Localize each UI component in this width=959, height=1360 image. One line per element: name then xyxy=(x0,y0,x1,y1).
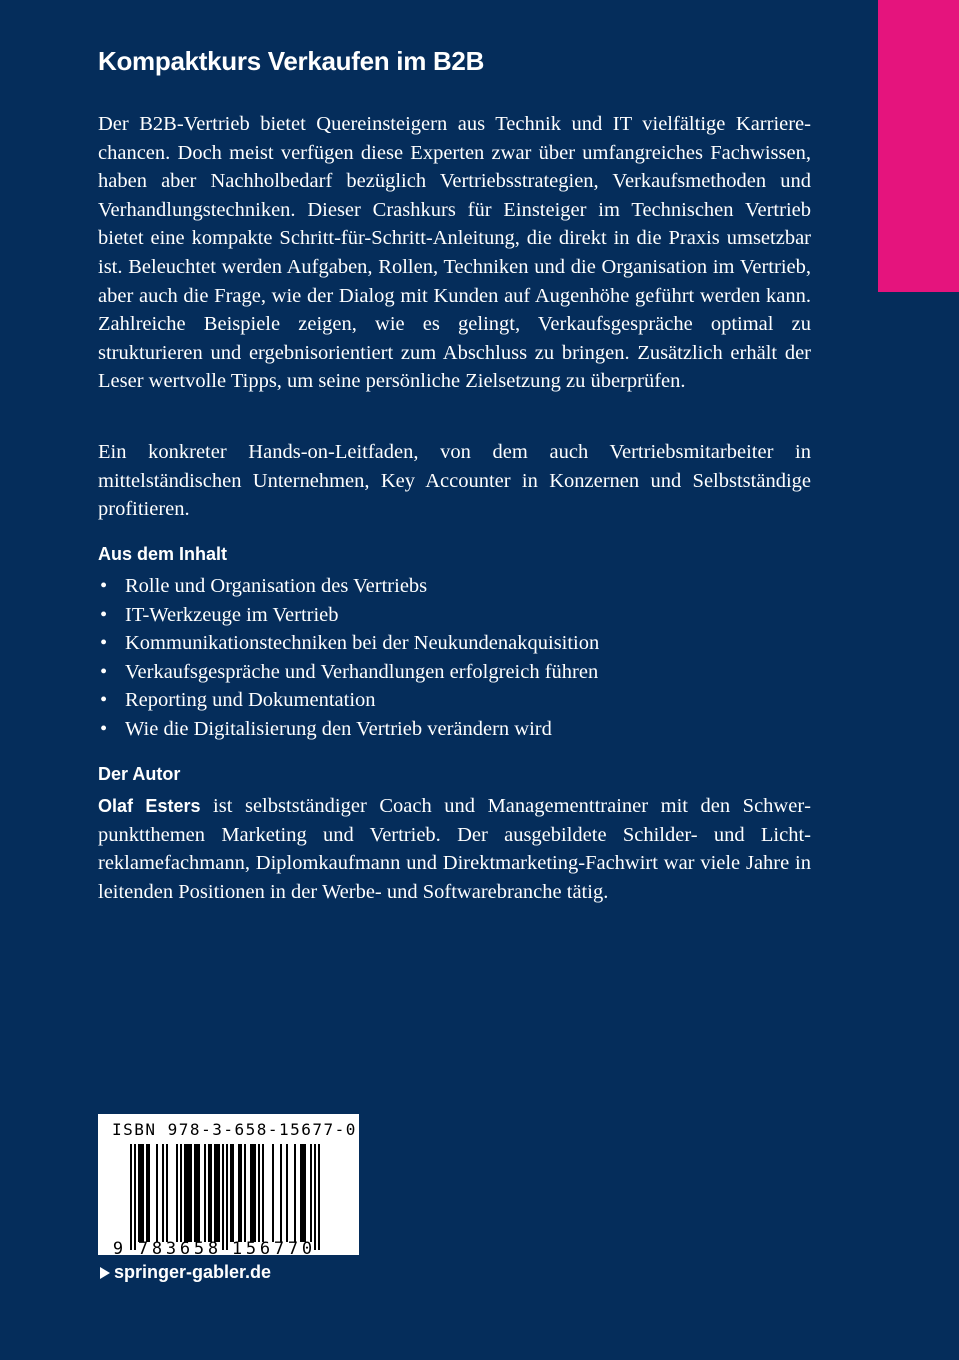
list-item xyxy=(98,601,599,630)
barcode-digit: 5 xyxy=(193,1239,205,1255)
author-name: Olaf Esters xyxy=(98,796,201,816)
barcode-bar xyxy=(134,1144,136,1250)
barcode-bar xyxy=(222,1144,224,1250)
barcode-bar xyxy=(240,1144,242,1242)
barcode-bar xyxy=(176,1144,178,1242)
barcode-bar xyxy=(304,1144,306,1242)
book-title: Kompaktkurs Verkaufen im B2B xyxy=(98,46,485,76)
barcode-digit: 9 xyxy=(112,1239,124,1255)
bullet-icon: • xyxy=(100,689,108,712)
barcode-digit: 7 xyxy=(273,1239,285,1255)
accent-tab xyxy=(878,0,959,292)
bullet-icon: • xyxy=(100,603,108,626)
barcode-bar xyxy=(156,1144,158,1242)
arrow-right-icon xyxy=(100,1267,110,1279)
barcode-digit: 8 xyxy=(151,1239,163,1255)
barcode-bar xyxy=(196,1144,198,1242)
list-item xyxy=(98,658,599,687)
barcode-bar xyxy=(238,1144,240,1242)
barcode-bar xyxy=(286,1144,288,1242)
list-item-label: Wie die Digitalisierung den Vertrieb verändern wird xyxy=(125,717,552,740)
barcode-bar xyxy=(146,1144,148,1242)
barcode-digit: 6 xyxy=(259,1239,271,1255)
list-item-label: Kommunikationstechniken bei der Neukundenakquisition xyxy=(125,632,600,655)
barcode-bar xyxy=(254,1144,256,1242)
list-item xyxy=(98,629,599,658)
barcode-bar xyxy=(272,1144,274,1242)
handson-paragraph: Ein konkreter Hands-on-Leitfaden, von dem auch Vertriebsmitarbeiter in mittelständischen Unternehmen, Key Accounter in Konzernen und Selbstständige profitieren. xyxy=(98,441,811,521)
barcode-bar xyxy=(208,1144,210,1242)
barcode-bar xyxy=(188,1144,190,1242)
barcode-bar xyxy=(142,1144,144,1242)
author-paragraph xyxy=(98,792,811,906)
barcode-bar xyxy=(210,1144,212,1242)
barcode-bar xyxy=(250,1144,252,1242)
barcode-bar xyxy=(166,1144,168,1242)
barcode-bar xyxy=(252,1144,254,1242)
barcode-bar xyxy=(262,1144,264,1242)
barcode-digit: 7 xyxy=(287,1239,299,1255)
barcode-bar xyxy=(300,1144,302,1242)
barcode-bar xyxy=(280,1144,282,1242)
list-item-label: Verkaufsgespräche und Verhandlungen erfolgreich führen xyxy=(125,660,599,683)
barcode-bar xyxy=(140,1144,142,1242)
barcode-bar xyxy=(180,1144,182,1242)
barcode-digit: 8 xyxy=(207,1239,219,1255)
barcode-bar xyxy=(244,1144,246,1242)
barcode-bar xyxy=(258,1144,260,1242)
barcode-bar xyxy=(184,1144,186,1242)
barcode-bar xyxy=(310,1144,312,1242)
isbn-label: ISBN 978-3-658-15677-0 xyxy=(112,1120,357,1139)
barcode-bar xyxy=(148,1144,150,1242)
barcode-bar xyxy=(194,1144,196,1242)
barcode-bar xyxy=(204,1144,206,1242)
barcode-digit: 7 xyxy=(137,1239,149,1255)
bullet-icon: • xyxy=(100,660,108,683)
list-item xyxy=(98,572,599,601)
barcode-bar xyxy=(302,1144,304,1242)
barcode-bar xyxy=(218,1144,220,1242)
list-item-label: Reporting und Dokumentation xyxy=(125,689,376,712)
list-item-label: Rolle und Organisation des Vertriebs xyxy=(125,575,428,597)
barcode-bar xyxy=(138,1144,140,1242)
publisher-url[interactable] xyxy=(100,1262,271,1283)
barcode-bar xyxy=(186,1144,188,1242)
barcode-bar xyxy=(232,1144,234,1242)
author-heading: Der Autor xyxy=(98,764,181,784)
barcode-digit: 5 xyxy=(245,1239,257,1255)
isbn-barcode xyxy=(98,1114,359,1255)
author-bio: ist selbstständiger Coach und Managementtrainer mit den Schwerpunktthemen Marketing und Vertrieb. Der ausgebildete Schilder- und Lichtreklamefachmann, Diplomkaufmann und Direktmarketing-Fachwirt war viele Jahre in leitenden Positionen in der Werbe- und Softwarebranche tätig. xyxy=(98,795,811,903)
barcode-bar xyxy=(162,1144,164,1242)
barcode-bar xyxy=(314,1144,316,1250)
barcode-bar xyxy=(190,1144,192,1242)
barcode-bar xyxy=(318,1144,320,1250)
url-text: springer-gabler.de xyxy=(114,1262,272,1282)
barcode-bar xyxy=(230,1144,232,1242)
barcode-bar xyxy=(294,1144,296,1242)
list-item xyxy=(98,715,599,744)
bullet-icon: • xyxy=(100,717,108,740)
intro-paragraph: Der B2B-Vertrieb bietet Quereinsteigern aus Technik und IT vielfältige Karrierechancen. Doch meist verfügen diese Experten zwar über umfangreiches Fachwissen, haben aber Nachholbedarf bezüglich Vertriebsstrategien, Verkaufsmethoden und Verhandlungstechniken. Dieser Crashkurs für Einsteiger im Technischen Vertrieb bietet eine kompakte Schritt-für-Schritt-Anleitung, die direkt in die Praxis umsetzbar ist. Beleuchtet werden Aufgaben, Rollen, Techniken und die Organisation im Vertrieb, aber auch die Frage, wie der Dialog mit Kunden auf Augenhöhe geführt werden kann. Zahlreiche Beispiele zeigen, wie es gelingt, Verkaufsgespräche optimal zu strukturieren und ergebnisorientiert zum Abschluss zu bringen. Zusätzlich erhält der Leser wertvolle Tipps, um seine persönliche Zielsetzung zu überprüfen. xyxy=(98,113,811,393)
barcode-graphic xyxy=(98,1114,359,1255)
barcode-digit: 1 xyxy=(231,1239,243,1255)
barcode-bar xyxy=(216,1144,218,1242)
contents-list xyxy=(98,572,599,744)
bullet-icon: • xyxy=(100,632,108,655)
barcode-bar xyxy=(130,1144,132,1250)
barcode-bar xyxy=(198,1144,200,1242)
list-item xyxy=(98,686,599,715)
list-item-label: IT-Werkzeuge im Vertrieb xyxy=(125,603,339,626)
barcode-bar xyxy=(214,1144,216,1242)
barcode-digit: 6 xyxy=(179,1239,191,1255)
bullet-icon: • xyxy=(100,575,108,597)
barcode-digit: 3 xyxy=(165,1239,177,1255)
barcode-bar xyxy=(226,1144,228,1250)
contents-heading: Aus dem Inhalt xyxy=(98,544,228,564)
barcode-digit: 0 xyxy=(301,1239,313,1255)
